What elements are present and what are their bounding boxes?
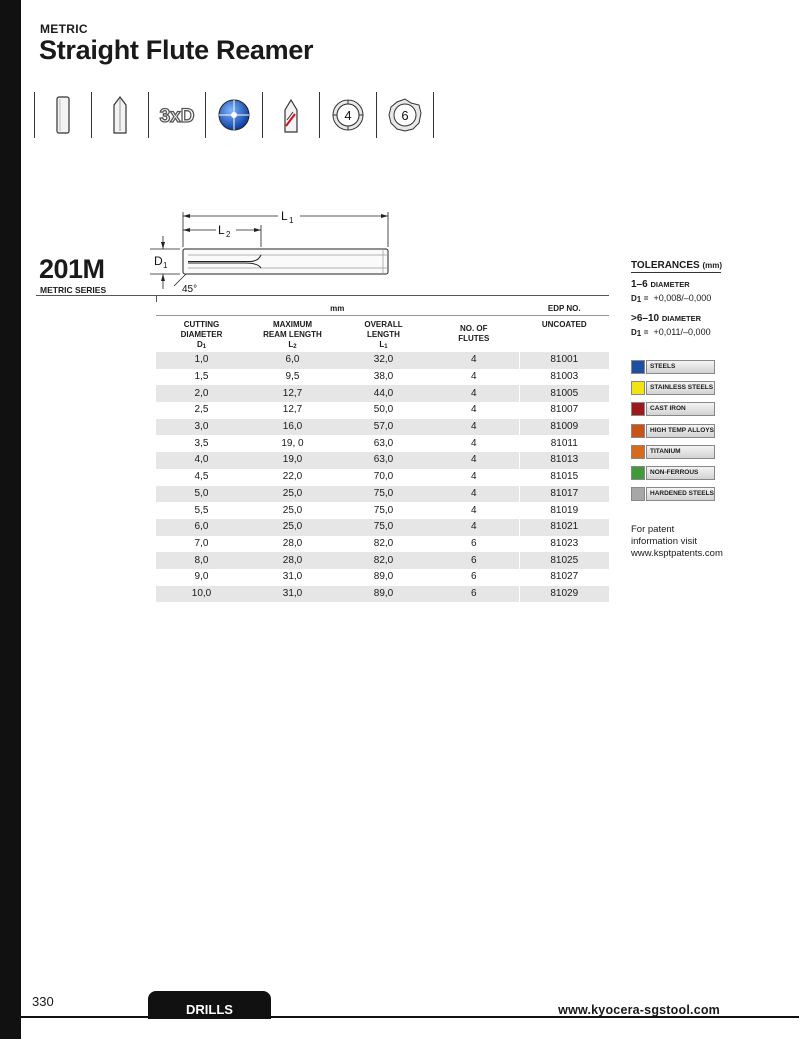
overall-length-cell: 32,0 [338, 352, 429, 369]
tolerances-title: TOLERANCES (mm) [631, 260, 723, 271]
flutes-cell: 4 [470, 437, 477, 449]
edp-number-cell: 81025 [519, 552, 609, 569]
edp-number-cell: 81009 [519, 419, 609, 436]
edp-number-cell: 81007 [519, 402, 609, 419]
ream-length-cell: 12,7 [282, 404, 303, 416]
material-legend [631, 360, 715, 508]
tolerance-range-1: 1–6 DIAMETER [631, 279, 690, 290]
group-header-mm: mm [156, 302, 519, 316]
overall-length-cell: 63,0 [373, 437, 394, 449]
cutting-diameter-cell: 8,0 [156, 552, 247, 569]
material-swatch [631, 445, 645, 459]
left-sidebar-bar [0, 0, 21, 1039]
material-label: HIGH TEMP ALLOYS [646, 424, 715, 438]
table-row [156, 469, 609, 486]
icon-row-end-divider [433, 92, 434, 138]
straight-shank-icon [34, 92, 91, 138]
overall-length-cell: 50,0 [373, 404, 394, 416]
edp-number-cell: 81019 [519, 502, 609, 519]
table-row [156, 586, 609, 603]
ream-length-cell: 9,5 [285, 371, 300, 383]
flutes-cell: 6 [470, 571, 477, 583]
ream-length-cell: 6,0 [247, 352, 338, 369]
overall-length-cell: 57,0 [338, 419, 429, 436]
edp-number-cell: 81003 [519, 369, 609, 386]
overall-length-cell: 75,0 [338, 486, 429, 503]
material-swatch [631, 402, 645, 416]
tolerance-value-1: D1 = +0,008/–0,000 [631, 293, 712, 304]
cutting-diameter-cell: 10,0 [156, 586, 247, 603]
patent-url: www.ksptpatents.com [631, 548, 723, 559]
ream-length-cell: 31,0 [282, 571, 303, 583]
cutting-diameter-cell: 3,0 [156, 419, 247, 436]
edp-number-cell: 81027 [519, 569, 609, 586]
material-label: TITANIUM [646, 445, 715, 459]
overall-length-cell: 89,0 [338, 586, 429, 603]
table-row [156, 552, 609, 569]
l1-sub: 1 [289, 216, 294, 225]
ream-length-cell: 31,0 [247, 586, 338, 603]
flutes-cell: 4 [429, 486, 519, 503]
edp-number-cell: 81023 [519, 536, 609, 553]
col-cutting-diameter: CUTTING DIAMETER D1 [180, 320, 223, 350]
cutting-diameter-cell: 2,0 [156, 385, 247, 402]
ream-length-cell: 25,0 [282, 504, 303, 516]
edp-number-cell: 81005 [519, 385, 609, 402]
chamfer-point-icon [91, 92, 148, 138]
cutting-diameter-cell: 7,0 [194, 537, 209, 549]
material-label: STEELS [646, 360, 715, 374]
material-label: NON-FERROUS [646, 466, 715, 480]
flutes-cell: 4 [429, 519, 519, 536]
material-swatch [631, 487, 645, 501]
overall-length-cell: 75,0 [373, 504, 394, 516]
tolerance-value-2: D1 = +0,011/–0,000 [631, 327, 711, 338]
table-row [156, 402, 609, 419]
feature-icon-row [34, 92, 434, 138]
table-row [156, 385, 609, 402]
l2-sub: 2 [226, 230, 231, 239]
flutes-cell: 4 [429, 352, 519, 369]
svg-text:3xD: 3xD [159, 106, 195, 127]
cutting-diameter-cell: 4,0 [156, 452, 247, 469]
svg-text:4: 4 [344, 108, 352, 123]
cutting-diameter-cell: 9,0 [194, 571, 209, 583]
material-item [631, 360, 715, 374]
series-number: 201M [39, 254, 105, 284]
cutting-diameter-cell: 3,5 [194, 437, 209, 449]
material-swatch [631, 424, 645, 438]
overall-length-cell: 63,0 [338, 452, 429, 469]
ream-length-cell: 25,0 [247, 519, 338, 536]
page-number: 330 [32, 994, 54, 1009]
four-flute-icon [319, 92, 376, 138]
edp-number-cell: 81029 [519, 586, 609, 603]
table-row [156, 536, 609, 553]
flutes-cell: 4 [429, 452, 519, 469]
ream-length-cell: 28,0 [282, 537, 303, 549]
cutting-diameter-cell: 4,5 [194, 471, 209, 483]
helix-icon [262, 92, 319, 138]
cutting-diameter-cell: 5,0 [156, 486, 247, 503]
flutes-cell: 4 [470, 371, 477, 383]
overall-length-cell: 38,0 [373, 371, 394, 383]
flutes-cell: 6 [470, 537, 477, 549]
cutting-diameter-cell: 1,0 [156, 352, 247, 369]
overall-length-cell: 82,0 [373, 537, 394, 549]
table-row [156, 569, 609, 586]
l2-label: L [218, 223, 225, 237]
l1-label: L [281, 209, 288, 223]
d1-sub: 1 [163, 261, 168, 270]
flutes-cell: 4 [470, 504, 477, 516]
edp-number-cell: 81021 [519, 519, 609, 536]
cutting-diameter-cell: 2,5 [194, 404, 209, 416]
flutes-cell: 4 [429, 385, 519, 402]
edp-number-cell: 81013 [519, 452, 609, 469]
flutes-cell: 4 [470, 471, 477, 483]
table-row [156, 369, 609, 386]
col-uncoated: UNCOATED [519, 316, 609, 353]
coolant-icon [205, 92, 262, 138]
page-kicker: METRIC [40, 22, 88, 36]
footer-url: www.kyocera-sgstool.com [558, 1003, 720, 1017]
table-row [156, 352, 609, 369]
series-label: METRIC SERIES [40, 285, 107, 295]
ream-length-cell: 22,0 [282, 471, 303, 483]
material-swatch [631, 360, 645, 374]
tolerances-rule [631, 272, 721, 273]
overall-length-cell: 89,0 [373, 571, 394, 583]
overall-length-cell: 82,0 [338, 552, 429, 569]
flutes-cell: 4 [470, 404, 477, 416]
edp-number-cell: 81017 [519, 486, 609, 503]
edp-number-cell: 81015 [519, 469, 609, 486]
col-overall-length: OVERALL LENGTH L1 [364, 320, 403, 350]
flutes-cell: 6 [429, 586, 519, 603]
table-row [156, 519, 609, 536]
material-item [631, 381, 715, 395]
table-row [156, 419, 609, 436]
3xd-icon [148, 92, 205, 138]
material-swatch [631, 466, 645, 480]
table-row [156, 452, 609, 469]
material-swatch [631, 381, 645, 395]
col-no-of-flutes: NO. OF FLUTES [458, 324, 490, 343]
reamer-dimension-diagram [150, 205, 395, 300]
material-label: CAST IRON [646, 402, 715, 416]
spec-table [156, 302, 609, 602]
ream-length-cell: 12,7 [247, 385, 338, 402]
cutting-diameter-cell: 6,0 [156, 519, 247, 536]
ream-length-cell: 19,0 [247, 452, 338, 469]
group-header-edp: EDP NO. [519, 302, 609, 316]
edp-number-cell: 81011 [519, 435, 609, 452]
patent-note: For patent information visit www.ksptpatents.com [631, 524, 723, 559]
series-divider [36, 295, 609, 296]
cutting-diameter-cell: 5,5 [194, 504, 209, 516]
ream-length-cell: 16,0 [247, 419, 338, 436]
ream-length-cell: 19, 0 [281, 437, 304, 449]
ream-length-cell: 25,0 [247, 486, 338, 503]
page-title: Straight Flute Reamer [39, 35, 314, 65]
material-item [631, 445, 715, 459]
col-max-ream-length: MAXIMUM REAM LENGTH L2 [263, 320, 322, 350]
ream-length-cell: 28,0 [247, 552, 338, 569]
d1-label: D [154, 254, 163, 268]
cutting-diameter-cell: 1,5 [194, 371, 209, 383]
material-item [631, 424, 715, 438]
flutes-cell: 6 [429, 552, 519, 569]
table-row [156, 435, 609, 452]
material-item [631, 466, 715, 480]
tolerance-range-2: >6–10 DIAMETER [631, 313, 702, 324]
chamfer-angle-label: 45° [182, 284, 198, 295]
flutes-cell: 4 [429, 419, 519, 436]
section-tab-drills: DRILLS [148, 991, 271, 1019]
material-item [631, 402, 715, 416]
material-label: STAINLESS STEELS [646, 381, 715, 395]
svg-text:6: 6 [401, 108, 409, 123]
edp-number-cell: 81001 [519, 352, 609, 369]
six-flute-icon [376, 92, 433, 138]
overall-length-cell: 75,0 [338, 519, 429, 536]
table-row [156, 502, 609, 519]
table-row [156, 486, 609, 503]
overall-length-cell: 44,0 [338, 385, 429, 402]
material-label: HARDENED STEELS [646, 487, 715, 501]
overall-length-cell: 70,0 [373, 471, 394, 483]
material-item [631, 487, 715, 501]
